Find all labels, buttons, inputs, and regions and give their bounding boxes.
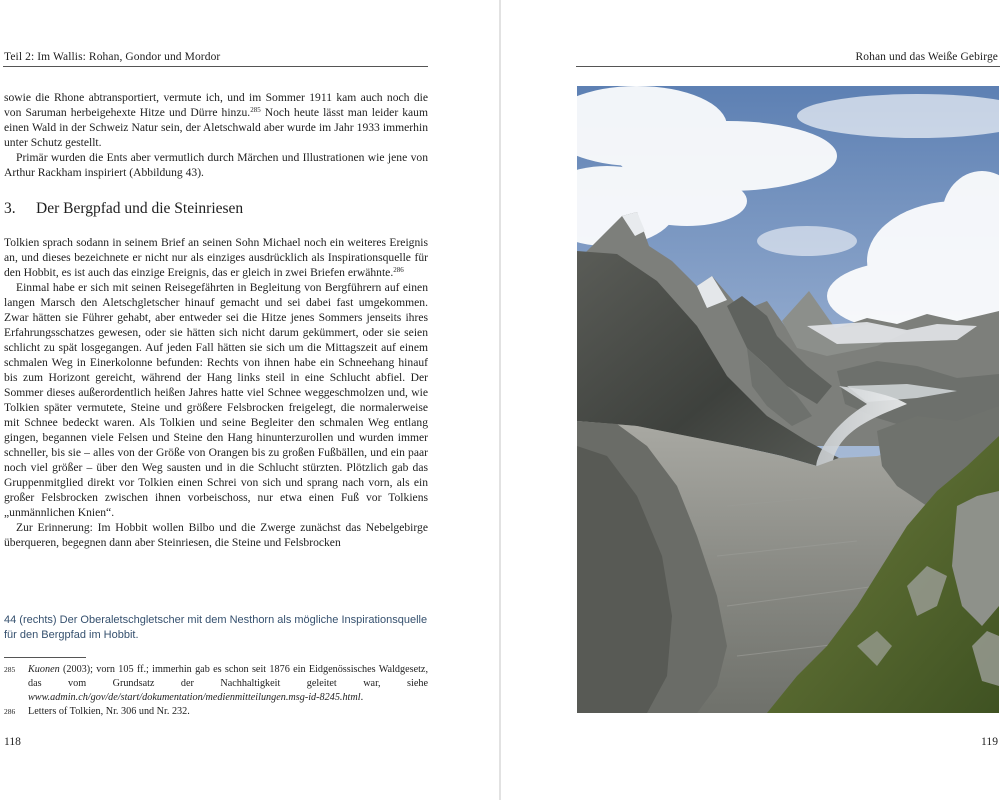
- page-number-right: 119: [981, 735, 998, 748]
- footnote-end: .: [360, 692, 364, 703]
- paragraph: Einmal habe er sich mit seinen Reisegefährten in Begleitung von Bergführern auf einen langen Marsch den Aletschgletscher hinauf gemacht und sei dabei fast umgekommen. Zwar hätten sie Führer gehabt, aber entweder sei die Hitze jenes Sommers jenseits ihres Erfahrungsschatzes gewesen, oder sie hätten sich nicht darum gekümmert, oder sie seien schlicht zu spät losgegangen. Auf jeden Fall hätten sie sich um die Mittagszeit auf einem schmalen Weg in Einerkolonne befunden: Rechts von ihnen habe ein Schneehang hinauf bis zum Horizont gereicht, während der Hang links steil in eine Schlucht abfiel. Der Sommer dieses außerordentlich heißen Jahres hatte viel Schnee weggeschmolzen und, wie Tolkien später vermutete, Steine und größere Felsbrocken freigelegt, die normalerweise mit Schnee bedeckt waren. Als Tolkien und seine Begleiter den schmalen Weg entlang gingen, begannen viele Felsen und Steine den Hang hinunterzurollen und wurden immer schneller, bis sie – alles von der Größe von Orangen bis zu großen Fußbällen, und ein paar noch viel größer – über den Weg sausten und in die Schlucht stürzten. Plötzlich gab das Gruppenmitglied direkt vor Tolkien einen Schrei von sich und sprang nach vorn, als ein großer Felsbrocken zwischen ihnen vorbeischoss, nur etwa einen Fuß vor Tolkiens „unmännlichen Knien“.: [4, 281, 428, 519]
- footnote-url[interactable]: www.admin.ch/gov/de/start/dokumentation/medienmitteilungen.msg-id-8245.html: [28, 692, 361, 703]
- footnote-ref-286[interactable]: 286: [393, 266, 404, 274]
- paragraph: Primär wurden die Ents aber vermutlich durch Märchen und Illustrationen wie jene von Arthur Rackham inspiriert (Abbildung 43).: [4, 151, 428, 179]
- paragraph-text: sowie die Rhone abtransportiert, vermute ich, und im Sommer 1911 kam auch noch die von Saruman herbeigehexte Hitze und Dürre hinzu.: [4, 91, 428, 119]
- figure-caption: 44 (rechts) Der Oberaletschgletscher mit dem Nesthorn als mögliche Inspirationsquelle für den Bergpfad im Hobbit.: [4, 614, 428, 641]
- running-head-right: Rohan und das Weiße Gebirge: [855, 51, 998, 63]
- footnote: [4, 663, 428, 705]
- right-page: [501, 0, 1000, 800]
- paragraph: [4, 90, 428, 150]
- section-title: Der Bergpfad und die Steinriesen: [36, 200, 244, 217]
- section-heading: [4, 200, 243, 218]
- footnote: [4, 705, 428, 719]
- footnote-text: Letters of Tolkien, Nr. 306 und Nr. 232.: [28, 706, 190, 717]
- header-rule-left: [3, 66, 428, 67]
- section-number: 3.: [4, 200, 16, 217]
- footnote-author: Kuonen: [28, 664, 60, 675]
- paragraph-text: Noch heute lässt man leider kaum einen Wald in der Schweiz Natur sein, der Aletschwald aber wurde im Jahr 1933 immerhin unter Schutz gestellt.: [4, 106, 428, 149]
- header-rule-right: [576, 66, 1000, 67]
- footnote-body: (2003); vorn 105 ff.; immerhin gab es schon seit 1876 ein Eidgenössisches Waldgesetz, das vom Grundsatz der Nachhaltigkeit geleitet war, siehe: [28, 664, 428, 689]
- page-number-left: 118: [4, 735, 21, 748]
- opening-text: [4, 90, 428, 180]
- section-text: [4, 235, 428, 550]
- footnotes: [4, 663, 428, 719]
- footnote-rule: [4, 657, 86, 658]
- footnote-number: 285: [4, 665, 16, 674]
- glacier-photo: [577, 86, 999, 713]
- footnote-number: 286: [4, 707, 16, 716]
- paragraph-text: Tolkien sprach sodann in seinem Brief an seinen Sohn Michael noch ein weiteres Ereignis an, und dieses bezeichnete er nicht nur als einziges ausdrücklich als Inspirationsquelle für den Hobbit, es ist auch das einzige Ereignis, das er gleich in zwei Briefen erwähnte.: [4, 236, 428, 279]
- paragraph: Zur Erinnerung: Im Hobbit wollen Bilbo und die Zwerge zunächst das Nebelgebirge überqueren, begegnen dann aber Steinriesen, die Steine und Felsbrocken: [4, 521, 428, 549]
- paragraph: [4, 235, 428, 280]
- footnote-text: [28, 663, 428, 705]
- running-head-left: Teil 2: Im Wallis: Rohan, Gondor und Mordor: [4, 51, 221, 63]
- footnote-ref-285[interactable]: 285: [250, 106, 261, 114]
